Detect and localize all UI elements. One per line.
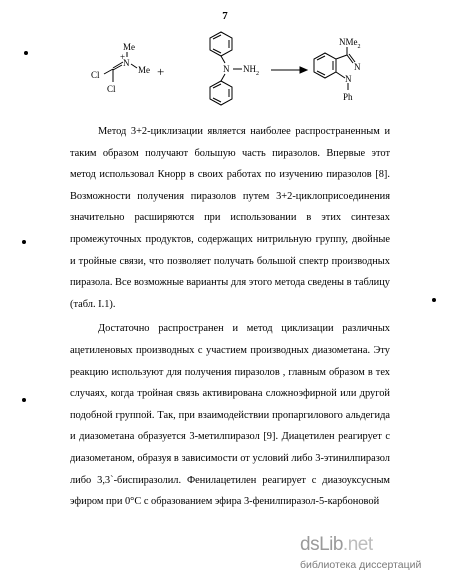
ring-n1-label: N bbox=[345, 74, 352, 84]
text-line: ацетиленовых производных с участием производных диазометана. Эту bbox=[70, 344, 390, 356]
watermark-subtitle: библиотека диссертаций bbox=[300, 559, 422, 571]
reaction-scheme bbox=[0, 30, 450, 122]
watermark bbox=[300, 534, 446, 578]
hydrazine-n-label: N bbox=[223, 64, 230, 74]
text-line: диазометана образуется 3-метилпиразол [9]. Диацетилен реагирует с bbox=[79, 431, 390, 443]
margin-dot bbox=[432, 298, 436, 302]
text-line: Достаточно распространен и метод циклизации различных bbox=[98, 323, 390, 335]
page-number: 7 bbox=[222, 10, 228, 22]
body-text bbox=[70, 121, 390, 513]
methyl-top-label: Me bbox=[123, 42, 135, 52]
chlorine-bottom-label: Cl bbox=[107, 84, 116, 94]
reaction-scheme-drawing bbox=[0, 30, 450, 122]
phenyl-label: Ph bbox=[343, 92, 353, 102]
text-line: подобной группой. Так, при взаимодействии пропаргилового альдегида и bbox=[70, 409, 390, 443]
text-line: использовал Кнорр в своих работах по изучению пиразолов [8]. bbox=[99, 169, 390, 181]
text-line: Возможности получения пиразолов путем 3+2-циклоприсоединения bbox=[70, 190, 390, 202]
margin-dot bbox=[22, 398, 26, 402]
text-line: эфиром при 0°С с образованием эфира 3-фенилпиразол-5-карбоновой bbox=[70, 496, 380, 508]
chlorine-left-label: Cl bbox=[91, 70, 100, 80]
text-line: тройные связи, что позволяет получать большой спектр производных bbox=[78, 255, 390, 267]
amine-label: $NH_2$ bbox=[243, 64, 259, 77]
text-line: промежуточных продуктов, содержащих нитрильную группу, двойные и bbox=[70, 233, 390, 267]
methyl-right-label: Me bbox=[138, 65, 150, 75]
text-line: (табл. I.1). bbox=[70, 298, 116, 310]
reaction-arrow bbox=[271, 67, 307, 73]
ring-n2-label: N bbox=[354, 62, 361, 72]
text-line: значительно расширяются при использовании в этих синтезах bbox=[70, 212, 390, 224]
plus-charge: + bbox=[120, 52, 126, 62]
text-line: Метод 3+2-циклизации является наиболее распространенным и таким bbox=[70, 126, 390, 159]
text-line: либо 3,3`-биспиразолил. Фенилацетилен реагирует с диазоуксусным bbox=[70, 474, 390, 486]
watermark-logo: dsLib.net bbox=[300, 534, 373, 555]
margin-dot bbox=[24, 51, 28, 55]
paragraph-2 bbox=[70, 318, 390, 512]
dimethylamino-label: NMe$_2$ bbox=[339, 37, 361, 50]
text-line: образом получают большую часть пиразолов. Впервые этот метод bbox=[70, 147, 390, 181]
text-line: случаях, когда тройная связь активирована сложноэфирной или другой bbox=[70, 388, 390, 400]
iminium-n-label: N bbox=[123, 58, 130, 68]
text-line: диазометаном, образуя в зависимости от условий либо 3-этинилпиразол bbox=[70, 452, 390, 464]
margin-dot bbox=[22, 240, 26, 244]
plus-sign: + bbox=[157, 64, 165, 79]
text-line: пиразола. Все возможные варианты для этого метода сведены в таблицу bbox=[70, 277, 390, 289]
text-line: реакцию используют для получения пиразолов , главным образом в тех bbox=[70, 366, 390, 378]
paragraph-1 bbox=[70, 121, 390, 315]
